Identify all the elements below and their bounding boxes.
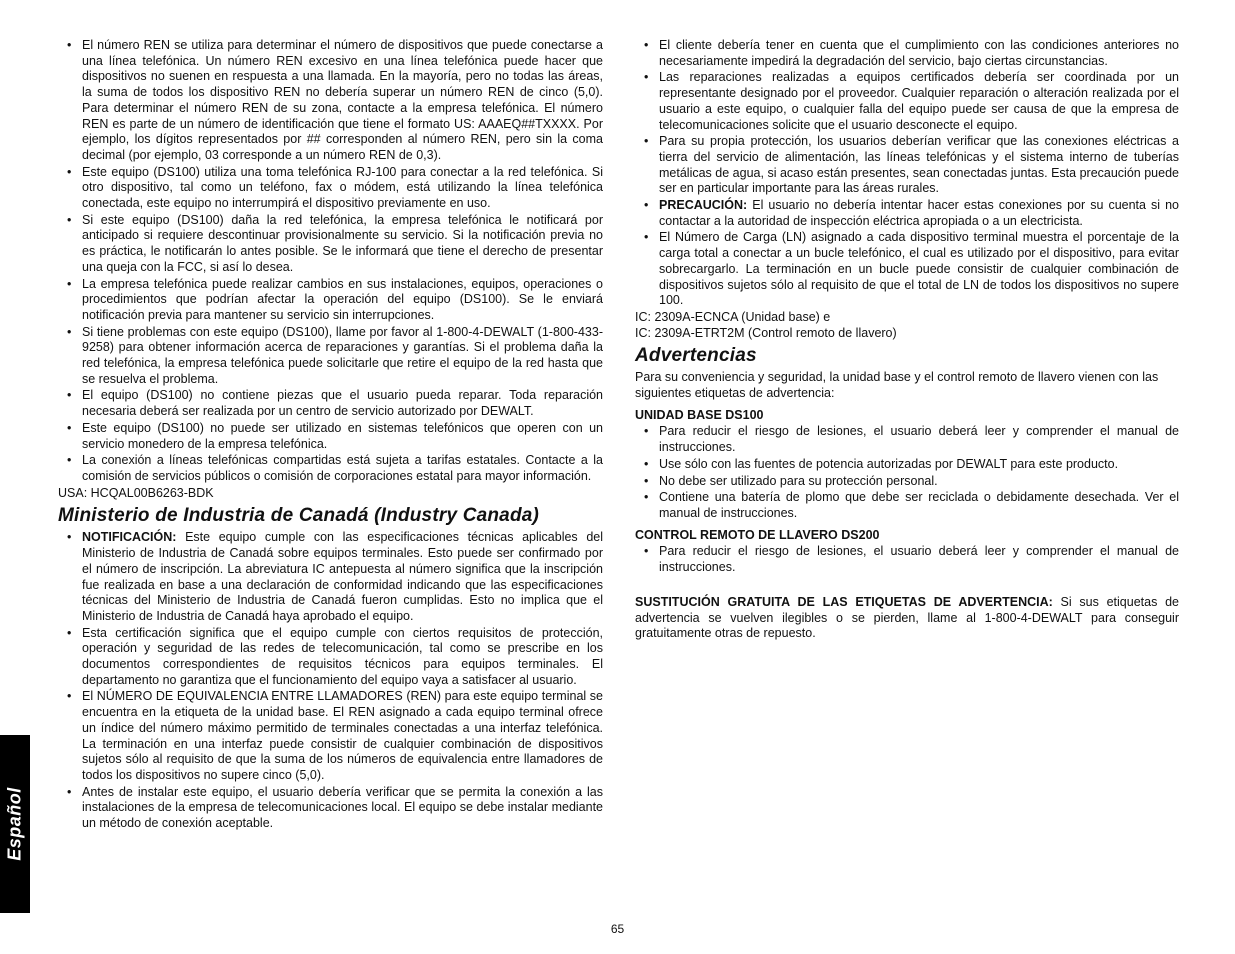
list-item: • Este equipo (DS100) no puede ser utilizado en sistemas telefónicos que operen con un servicio monedero de la empresa telefónica. — [58, 421, 603, 452]
replacement-label: SUSTITUCIÓN GRATUITA DE LAS ETIQUETAS DE ADVERTENCIA: — [635, 594, 1053, 609]
section-heading-industry-canada: Ministerio de Industria de Canadá (Industry Canada) — [58, 505, 540, 527]
replacement-text: Si sus etiquetas de advertencia se vuelven ilegibles o se pierden, llame al 1-800-4-DEWALT para conseguir gratuitamente otras de repuesto. — [635, 594, 1179, 641]
bullet-list-remote — [635, 544, 1179, 575]
bullet-list-base-unit — [635, 424, 1179, 521]
right-column — [635, 38, 1179, 642]
notice-text: Este equipo cumple con las especificaciones técnicas aplicables del Ministerio de Industria de Canadá sobre equipos terminales. Esto puede ser confirmado por el número de inscripción. La abreviatura IC antepuesta al número significa que la inscripción fue realizada en base a una declaración de conformidad indicando que las especificaciones técnicas del Ministerio de Industria de Canadá fueron cumplidas. Esto no implica que el Ministerio de Industria de Canadá haya aprobado el equipo. — [82, 530, 603, 623]
ic-number-remote: IC: 2309A-ETRT2M (Control remoto de llavero) — [635, 325, 897, 340]
list-item: • Para su propia protección, los usuarios deberían verificar que las conexiones eléctricas a tierra del servicio de alimentación, las líneas telefónicas y el sistema interno de tuberías metálicas de agua, si acaso están presentes, sean conectadas juntas. Esta precaución puede ser en particular importante para las áreas rurales. — [635, 134, 1179, 197]
bullet-list-canada-cont — [635, 38, 1179, 309]
ic-number-base: IC: 2309A-ECNCA (Unidad base) e — [635, 309, 831, 324]
subheading-base-unit: UNIDAD BASE DS100 — [635, 407, 764, 422]
list-item: • Si este equipo (DS100) daña la red telefónica, la empresa telefónica le notificará por anticipado si requiere descontinuar provisionalmente su servicio. Si la notificación previa no es práctica, le notificarán lo antes posible. Se le informará que tiene el derecho de presentar una queja con la FCC, si así lo desea. — [58, 213, 603, 276]
list-item: • Las reparaciones realizadas a equipos certificados debería ser coordinada por un representante designado por el proveedor. Cualquier reparación o alteración realizada por el usuario a este equipo, o cualquier falla del equipo puede ser causa de que la empresa de telecomunicaciones solicite que el usuario desconecte el equipo. — [635, 70, 1179, 133]
usa-registration: USA: HCQAL00B6263-BDK — [58, 485, 214, 500]
label-replacement-paragraph — [635, 595, 1179, 642]
list-item: • El cliente debería tener en cuenta que el cumplimiento con las condiciones anteriores no necesariamente impedirá la degradación del servicio, bajo ciertas circunstancias. — [635, 38, 1179, 69]
list-item: • La empresa telefónica puede realizar cambios en sus instalaciones, equipos, operaciones o procedimientos que podrían afectar la operación del equipo (DS100). Se le enviará notificación previa para mantener su servicio sin interrupciones. — [58, 277, 603, 324]
caution-text: El usuario no debería intentar hacer estas conexiones por su cuenta si no contactar a la autoridad de inspección eléctrica apropiada o a un electricista. — [659, 198, 1179, 228]
list-item-caution — [635, 198, 1179, 229]
list-item: • Este equipo (DS100) utiliza una toma telefónica RJ-100 para conectar a la red telefónica. Si otro dispositivo, tal como un teléfono, fax o módem, está utilizando la línea telefónica conectada, este equipo no interrumpirá el dispositivo previamente en uso. — [58, 165, 603, 212]
bullet-list-canada — [58, 530, 603, 831]
notice-label: NOTIFICACIÓN: — [82, 530, 177, 545]
language-tab-label: Español — [4, 787, 25, 861]
bullet-list-fcc — [58, 38, 603, 485]
list-item: • Para reducir el riesgo de lesiones, el usuario deberá leer y comprender el manual de instrucciones. — [635, 544, 1179, 575]
list-item: • La conexión a líneas telefónicas compartidas está sujeta a tarifas estatales. Contacte a la comisión de servicios públicos o comisión de corporaciones estatal para mayor información. — [58, 453, 603, 484]
list-item: • Contiene una batería de plomo que debe ser reciclada o debidamente desechada. Ver el manual de instrucciones. — [635, 490, 1179, 521]
list-item-notice — [58, 530, 603, 624]
caution-label: PRECAUCIÓN: — [659, 198, 748, 213]
list-item: • El Número de Carga (LN) asignado a cada dispositivo terminal muestra el porcentaje de la carga total a conectar a un bucle telefónico, el cual es utilizado por el dispositivo, para evitar sobrecargarlo. La terminación en un bucle puede consistir de cualquier combinación de dispositivos sujetos sólo al requisito de que el total de LN de todos los dispositivos no supere 100. — [635, 230, 1179, 309]
list-item: • El NÚMERO DE EQUIVALENCIA ENTRE LLAMADORES (REN) para este equipo terminal se encuentra en la etiqueta de la unidad base. El REN asignado a cada equipo terminal ofrece un índice del número máximo permitido de terminales conectadas a una interfaz telefónica. La terminación en una interfaz puede consistir de cualquier combinación de dispositivos sujetos sólo al requisito de que la suma de los números de equivalencia entre llamadores de todos los dispositivos no supere cinco (5,0). — [58, 689, 603, 783]
warnings-intro: Para su conveniencia y seguridad, la unidad base y el control remoto de llavero vienen con las siguientes etiquetas de advertencia: — [635, 370, 1159, 401]
list-item: • Para reducir el riesgo de lesiones, el usuario deberá leer y comprender el manual de instrucciones. — [635, 424, 1179, 455]
list-item: • Antes de instalar este equipo, el usuario debería verificar que se permita la conexión a las instalaciones de la empresa de telecomunicaciones local. El equipo se debe instalar mediante un método de conexión aceptable. — [58, 785, 603, 832]
left-column — [58, 38, 603, 833]
list-item: • Si tiene problemas con este equipo (DS100), llame por favor al 1-800-4-DEWALT (1-800-433-9258) para obtener información acerca de reparaciones y garantías. Si el problema daña la red telefónica, la empresa telefónica puede solicitarle que retire el equipo de la red hasta que se resuelva el problema. — [58, 325, 603, 388]
list-item: • El número REN se utiliza para determinar el número de dispositivos que puede conectarse a una línea telefónica. Un número REN excesivo en una línea telefónica puede hacer que dispositivos no suenen en respuesta a una llamada. En la mayoría, pero no todas las áreas, la suma de todos los dispositivo REN no debería superar un número REN de cinco (5,0). Para determinar el número REN de su zona, contacte a la empresa telefónica. El número REN es parte de un número de identificación que tiene el formato US: AAAEQ##TXXXX. Por ejemplo, los dígitos representados por ## corresponden al número REN, pero sin la coma decimal (por ejemplo, 03 corresponde a un número REN de 0,3). — [58, 38, 603, 164]
section-heading-warnings: Advertencias — [635, 345, 757, 367]
list-item: • Use sólo con las fuentes de potencia autorizadas por DEWALT para este producto. — [635, 457, 1179, 473]
list-item: • No debe ser utilizado para su protección personal. — [635, 474, 1179, 490]
spacer — [635, 577, 1179, 595]
subheading-remote: CONTROL REMOTO DE LLAVERO DS200 — [635, 527, 880, 542]
list-item: • Esta certificación significa que el equipo cumple con ciertos requisitos de protección, operación y seguridad de las redes de telecomunicación, tal como se prescribe en los documentos correspondientes de requisitos técnicos para equipos terminales. El departamento no garantiza que el funcionamiento del equipo vaya a satisfacer al usuario. — [58, 626, 603, 689]
language-side-tab — [0, 735, 30, 913]
page-number: 65 — [610, 922, 625, 936]
list-item: • El equipo (DS100) no contiene piezas que el usuario pueda reparar. Toda reparación necesaria deberá ser realizada por un centro de servicio autorizado por DEWALT. — [58, 388, 603, 419]
